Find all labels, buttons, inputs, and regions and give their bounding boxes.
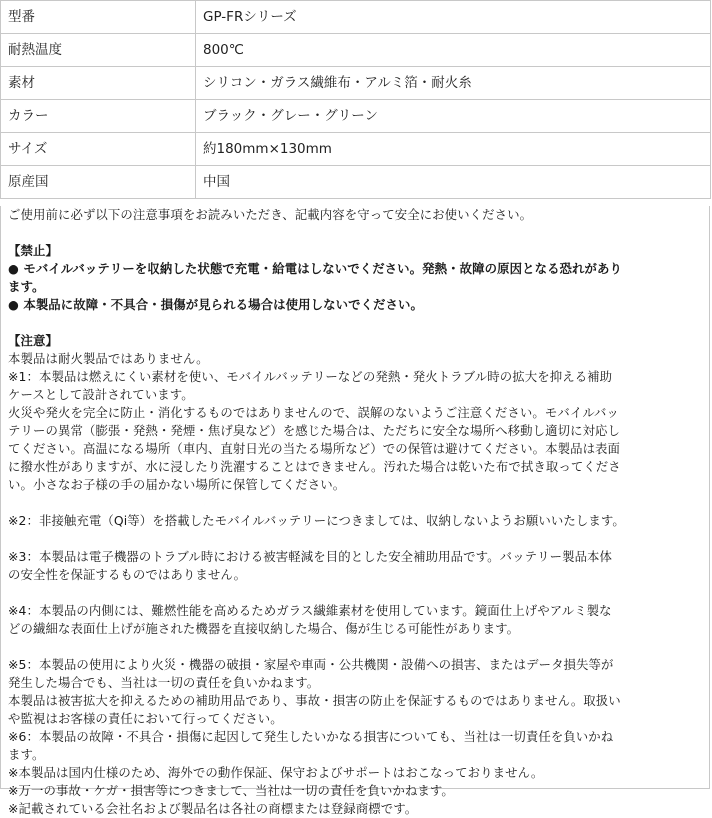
- note-1-line: ※1：本製品は燃えにくい素材を使い、モバイルバッテリーなどの発熱・発火トラブル時の拡大を抑える補助: [8, 369, 613, 384]
- note-5-line: 発生した場合でも、当社は一切の責任を負いかねます。: [8, 675, 320, 690]
- prohibited-heading: 【禁止】: [8, 243, 58, 258]
- note-1-line: 火災や発火を完全に防止・消化するものではありませんので、誤解のないようご注意ください。モバイルバッ: [8, 405, 619, 420]
- table-row: [1, 166, 711, 199]
- spec-value-size: 約180mm×130mm: [196, 133, 711, 166]
- spec-label-heat-resistance: 耐熱温度: [1, 34, 196, 67]
- note-1-line: てください。高温になる場所（車内、直射日光の当たる場所など）での保管は避けてください。本製品は表面: [8, 441, 621, 456]
- caution-heading: 【注意】: [8, 333, 58, 348]
- note-5-line: ※5：本製品の使用により火災・機器の破損・家屋や車両・公共機関・設備への損害、またはデータ損失等が: [8, 657, 614, 672]
- spec-value-origin: 中国: [196, 166, 711, 199]
- note-4-line: どの繊細な表面仕上げが施された機器を直接収納した場合、傷が生じる可能性があります。: [8, 621, 520, 636]
- note-5-line: 本製品は被害拡大を抑えるための補助用品であり、事故・損害の防止を保証するものではありません。取扱い: [8, 693, 621, 708]
- table-row: [1, 67, 711, 100]
- prohibited-item-1-cont: ます。: [8, 279, 45, 294]
- note-1-line: に撥水性がありますが、水に浸したり洗濯することはできません。汚れた場合は乾いた布で拭き取ってくださ: [8, 459, 621, 474]
- extra-note-3: ※記載されている会社名および製品名は各社の商標または登録商標です。: [8, 801, 418, 816]
- spec-value-heat-resistance: 800℃: [196, 34, 711, 67]
- note-4-line: ※4：本製品の内側には、難燃性能を高めるためガラス繊維素材を使用しています。鏡面仕上げやアルミ製な: [8, 603, 612, 618]
- spec-label-origin: 原産国: [1, 166, 196, 199]
- note-1-line: い。小さなお子様の手の届かない場所に保管してください。: [8, 477, 346, 492]
- note-3-line: の安全性を保証するものではありません。: [8, 567, 247, 582]
- note-1-line: テリーの異常（膨張・発熱・発煙・焦げ臭など）を感じた場合は、ただちに安全な場所へ移動し適切に対応し: [8, 423, 621, 438]
- table-row: [1, 133, 711, 166]
- extra-note-2: ※万一の事故・ケガ・損害等につきまして、当社は一切の責任を負いかねます。: [8, 783, 454, 798]
- prohibited-item-2: ● 本製品に故障・不具合・損傷が見られる場合は使用しないでください。: [8, 297, 424, 312]
- table-row: [1, 34, 711, 67]
- prohibited-item-1: ● モバイルバッテリーを収納した状態で充電・給電はしないでください。発熱・故障の原因となる恐れがあり: [8, 261, 623, 276]
- spec-value-material: シリコン・ガラス繊維布・アルミ箔・耐火糸: [196, 67, 711, 100]
- note-6-line: ます。: [8, 747, 45, 762]
- caution-line: 本製品は耐火製品ではありません。: [8, 351, 209, 366]
- spec-label-material: 素材: [1, 67, 196, 100]
- spec-label-color: カラー: [1, 100, 196, 133]
- note-3-line: ※3：本製品は電子機器のトラブル時における被害軽減を目的とした安全補助用品です。バッテリー製品本体: [8, 549, 613, 564]
- note-2-line: ※2：非接触充電（Qi等）を搭載したモバイルバッテリーにつきましては、収納しないようお願いいたします。: [8, 513, 625, 528]
- spec-table: [0, 0, 711, 199]
- note-6-line: ※6：本製品の故障・不具合・損傷に起因して発生したいかなる損害についても、当社は一切責任を負いかね: [8, 729, 614, 744]
- spec-label-size: サイズ: [1, 133, 196, 166]
- note-5-line: や監視はお客様の責任において行ってください。: [8, 711, 283, 726]
- spec-label-model: 型番: [1, 1, 196, 34]
- caution-notes: [0, 206, 710, 816]
- spec-value-color: ブラック・グレー・グリーン: [196, 100, 711, 133]
- table-row: [1, 100, 711, 133]
- spec-value-model: GP-FRシリーズ: [196, 1, 711, 34]
- note-1-line: ケースとして設計されています。: [8, 387, 194, 402]
- extra-note-1: ※本製品は国内仕様のため、海外での動作保証、保守およびサポートはおこなっておりません。: [8, 765, 544, 780]
- table-row: [1, 1, 711, 34]
- intro-text: ご使用前に必ず以下の注意事項をお読みいただき、記載内容を守って安全にお使いください。: [8, 207, 533, 222]
